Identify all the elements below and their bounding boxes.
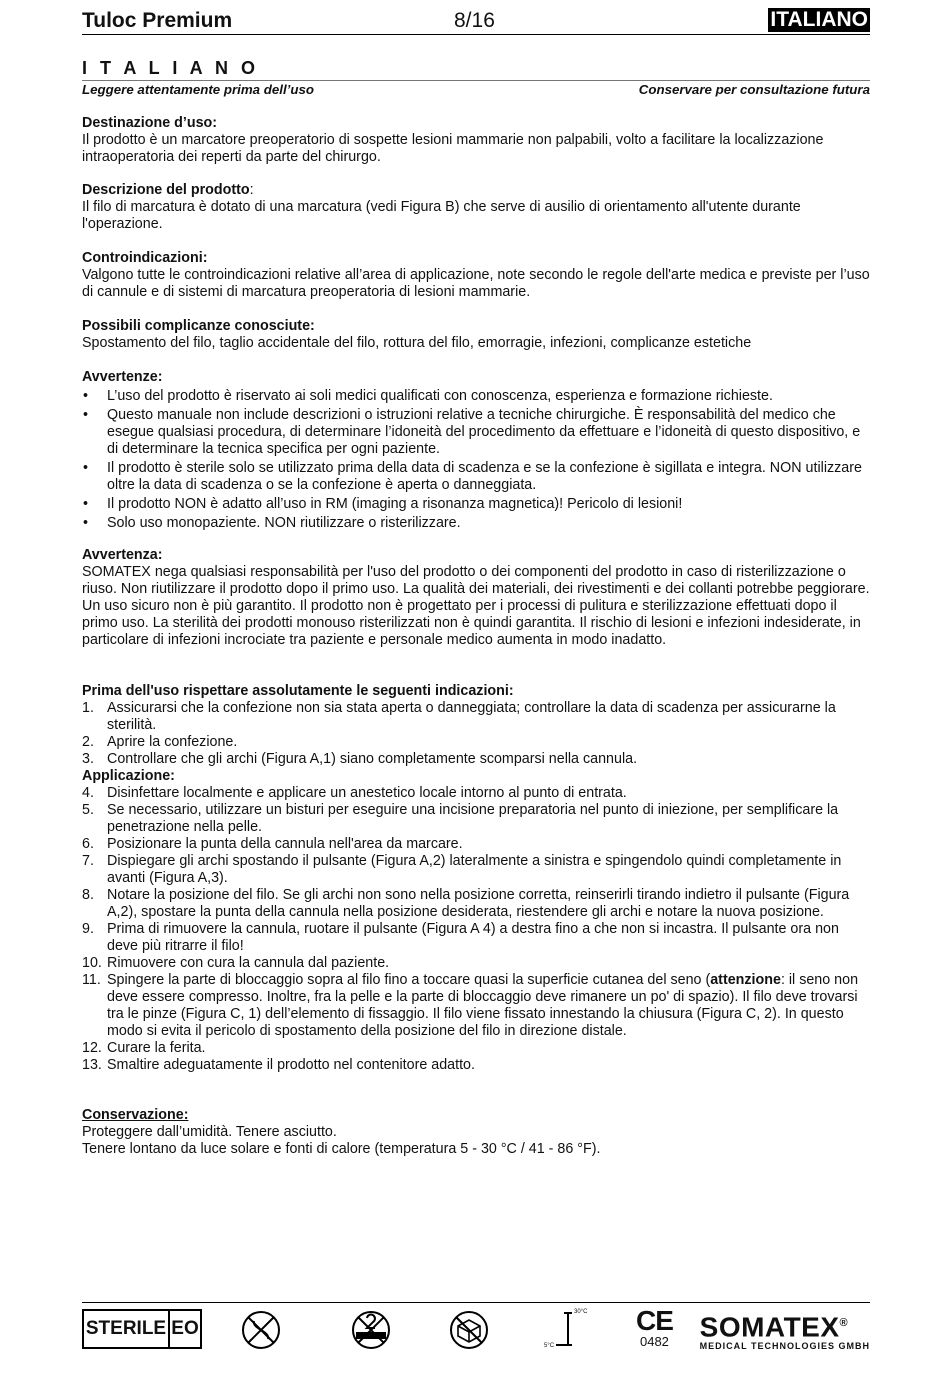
step-text: Dispiegare gli archi spostando il pulsante (Figura A,2) lateralmente a sinistra e spingendolo quindi completamente in avanti (Figura A,3). (107, 853, 842, 886)
warnings-heading: Avvertenze: (82, 369, 163, 385)
sterile-eo-symbol (82, 1309, 202, 1349)
warnings-list (82, 388, 870, 532)
step-number: 1. (82, 700, 94, 716)
storage-line-1: Proteggere dall’umidità. Tenere asciutto. (82, 1124, 337, 1140)
product-description-colon: : (249, 182, 254, 198)
product-description-section (82, 182, 870, 233)
do-not-use-if-damaged-icon (448, 1309, 490, 1351)
storage-heading: Conservazione: (82, 1107, 189, 1123)
step-item (82, 887, 870, 921)
before-use-heading: Prima dell'uso rispettare assolutamente le seguenti indicazioni: (82, 683, 514, 699)
step-number: 7. (82, 853, 94, 869)
somatex-logo (700, 1309, 870, 1352)
step-text: Se necessario, utilizzare un bisturi per eseguire una incisione preparatoria nel punto di iniezione, per semplificare la penetrazione nella pelle. (107, 802, 839, 835)
step-text: Controllare che gli archi (Figura A,1) siano completamente scomparsi nella cannula. (107, 751, 638, 767)
contraindications-heading: Controindicazioni: (82, 250, 208, 266)
step-text-continued: : il seno non deve essere compresso. Inoltre, fra la pelle e la parte di bloccaggio deve rimanere un po' di spazio). Il filo deve trovarsi tra le pinze (Figura C, 1) dell’elemento di fissaggio. Il filo viene fissato innestando la chiusura (Figura C, 2). In questo modo si evita il pericolo di spostamento della posizione del filo in direzione distale. (107, 972, 859, 1039)
step-number: 12. (82, 1040, 102, 1056)
registered-mark: ® (839, 1317, 849, 1329)
reuse-warning-heading: Avvertenza: (82, 547, 163, 563)
warnings-section (82, 369, 870, 534)
storage-section (82, 1107, 870, 1158)
complications-text: Spostamento del filo, taglio accidentale del filo, rottura del filo, emorragie, infezioni, complicanze estetiche (82, 335, 752, 351)
temperature-limit-symbol (544, 1309, 594, 1353)
contraindications-text: Valgono tutte le controindicazioni relative all’area di applicazione, note secondo le regole dell'arte medica e previste per l’uso di cannule e di sistemi di marcatura preoperatoria di lesioni mammarie. (82, 267, 870, 300)
complications-heading: Possibili complicanze conosciute: (82, 318, 315, 334)
step-item (82, 700, 870, 734)
section-title: I T A L I A N O (82, 58, 259, 78)
ce-mark-symbol (636, 1307, 673, 1349)
step-text: Spingere la parte di bloccaggio sopra al filo fino a toccare quasi la superficie cutanea del seno ( (107, 972, 711, 988)
step-text: Prima di rimuovere la cannula, ruotare il pulsante (Figura A 4) a destra fino a che non si incastra. Il pulsante ora non deve più ritrarre il filo! (107, 921, 839, 954)
step-text: Disinfettare localmente e applicare un anestetico locale intorno al punto di entrata. (107, 785, 627, 801)
intended-use-heading: Destinazione d’uso: (82, 115, 218, 131)
product-name: Tuloc Premium (82, 9, 233, 32)
lower-temperature: 5°C (544, 1343, 555, 1349)
step-number: 5. (82, 802, 94, 818)
upper-temperature: 30°C (574, 1309, 588, 1315)
do-not-resterilize-icon (350, 1309, 392, 1351)
attention-word: attenzione (710, 972, 781, 988)
reuse-warning-text: SOMATEX nega qualsiasi responsabilità per l'uso del prodotto o dei componenti del prodotto in caso di risterilizzazione o riuso. Non riutilizzare il prodotto dopo il primo uso. La qualità dei materiali, dei rivestimenti e dei collanti potrebbe peggiorare. Un uso sicuro non è più garantito. Il prodotto non è progettato per i processi di pulitura e sterilizzazione effettuati dopo il primo uso. La sterilità dei prodotti monouso risterilizzati non è quindi garantita. Il rischio di lesioni e infezioni indesiderate, in particolare di infezioni incrociate tra paziente e personale medico aumenta in modo inadatto. (82, 564, 870, 648)
instructions-section (82, 683, 870, 1074)
step-text: Posizionare la punta della cannula nell'area da marcare. (107, 836, 463, 852)
product-description-heading: Descrizione del prodotto (82, 182, 250, 198)
sterile-label: STERILE (84, 1311, 170, 1347)
step-item (82, 785, 870, 802)
step-item (82, 1040, 870, 1057)
step-number: 9. (82, 921, 94, 937)
intended-use-text: Il prodotto è un marcatore preoperatorio di sospette lesioni mammarie non palpabili, volto a facilitare la localizzazione intraoperatoria dei reperti da parte del chirurgo. (82, 132, 824, 165)
notified-body-number: 0482 (639, 1334, 669, 1349)
do-not-reuse-icon (240, 1309, 282, 1351)
step-item (82, 734, 870, 751)
step-number: 3. (82, 751, 94, 767)
step-number: 4. (82, 785, 94, 801)
step-item (82, 751, 870, 768)
complications-section (82, 318, 870, 352)
brand-name: SOMATEX (699, 1311, 840, 1343)
step-number: 13. (82, 1057, 102, 1073)
read-before-use-line (82, 80, 870, 99)
step-text: Curare la ferita. (107, 1040, 206, 1056)
before-use-steps (82, 700, 870, 768)
step-text: Aprire la confezione. (107, 734, 238, 750)
read-carefully-note: Leggere attentamente prima dell’uso (82, 82, 315, 97)
step-item (82, 1057, 870, 1074)
brand-subtitle: MEDICAL TECHNOLOGIES GMBH (699, 1341, 870, 1352)
step-number: 6. (82, 836, 94, 852)
contraindications-section (82, 250, 870, 301)
ce-mark-icon: CE (636, 1305, 673, 1336)
step-number: 8. (82, 887, 94, 903)
warning-item: • L’uso del prodotto è riservato ai soli medici qualificati con conoscenza, esperienza e formazione richieste. (82, 388, 870, 405)
step-item (82, 955, 870, 972)
step-item (82, 972, 870, 1040)
language-badge: ITALIANO (770, 8, 868, 31)
keep-for-reference-note: Conservare per consultazione futura (638, 82, 870, 97)
warning-item: • Questo manuale non include descrizioni o istruzioni relative a tecniche chirurgiche. È responsabilità del medico che esegue qualsiasi procedura, di determinare l’idoneità del procedimento da effettuare e l’idoneità di questo dispositivo, e di determinare la tecnica specifica per ogni paziente. (82, 407, 870, 458)
step-number: 2. (82, 734, 94, 750)
step-text: Smaltire adeguatamente il prodotto nel contenitore adatto. (107, 1057, 475, 1073)
step-item (82, 853, 870, 887)
step-item (82, 802, 870, 836)
reuse-warning-section (82, 547, 870, 649)
product-description-text: Il filo di marcatura è dotato di una marcatura (vedi Figura B) che serve di ausilio di orientamento all'utente durante l'operazione. (82, 199, 801, 232)
step-text: Rimuovere con cura la cannula dal paziente. (107, 955, 390, 971)
application-steps (82, 785, 870, 1074)
step-number: 11. (82, 972, 101, 988)
step-item (82, 921, 870, 955)
symbols-footer (82, 1302, 870, 1363)
eo-label: EO (171, 1318, 199, 1339)
warning-item: • Il prodotto NON è adatto all’uso in RM (imaging a risonanza magnetica)! Pericolo di lesioni! (82, 496, 870, 513)
warning-item: • Solo uso monopaziente. NON riutilizzare o risterilizzare. (82, 515, 870, 532)
step-text: Notare la posizione del filo. Se gli archi non sono nella posizione corretta, reinserirli tirando indietro il pulsante (Figura A,2), spostare la punta della cannula nella posizione desiderata, riestendere gli archi e notare la nuova posizione. (107, 887, 850, 920)
application-heading: Applicazione: (82, 768, 175, 784)
step-item (82, 836, 870, 853)
intended-use-section (82, 115, 870, 166)
page-number: 8/16 (454, 9, 495, 32)
storage-line-2: Tenere lontano da luce solare e fonti di calore (temperatura 5 - 30 °C / 41 - 86 °F). (82, 1141, 601, 1157)
step-text: Assicurarsi che la confezione non sia stata aperta o danneggiata; controllare la data di scadenza per assicurarne la sterilità. (107, 700, 836, 733)
warning-item: • Il prodotto è sterile solo se utilizzato prima della data di scadenza e se la confezione è sigillata e integra. NON utilizzare oltre la data di scadenza o se la confezione è aperta o danneggiata. (82, 460, 870, 494)
step-number: 10. (82, 955, 102, 971)
page-header (82, 6, 870, 35)
